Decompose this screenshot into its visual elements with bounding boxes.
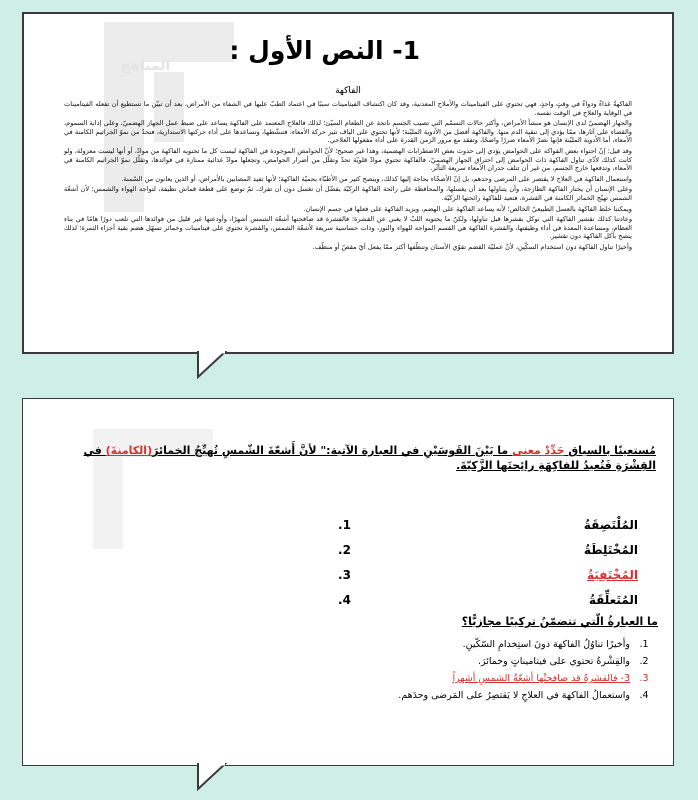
paragraph: ويمكننا خلط الفاكهة بالعسل الطبيعيّ الخالص؛ لأنه يساعد الفاكهة على الهضم، ويزيد الفاكهة على فعلها في جسم الإنسان. [303,204,632,213]
item-number: 1. [639,639,649,650]
question2-item-4[interactable] [238,687,658,704]
question1-before: مُستعينًا بالسياق [564,444,656,457]
option-number: 1. [338,517,351,532]
option-4[interactable] [338,587,638,612]
paragraph: والجهاز الهضميّ لدى الإنسان هو منشأ الأمراض، وأكثر حالات التسمّم التي تصيب الجسم ناتجة عن الطعام السيّئ؛ لذلك فالعلاج المعتمد على الفاكهة يساعد على ضبط عمل الجهاز الهضميّ، وعلى إذابة السموم، والقضاء على آثارها، ممّا يؤدي إلى تنقية الدم منها. والفاكهة أفضل من الأدوية المليّنة؛ لأنها تحتوي على الياف تثير حركة الأمعاء، فتنشّطها، وتساعدها على أداء حركتها الاستدارية، فتحدّ من نموّ الجراثيم الكامنة في الأمعاء، أما الأدوية المليّنة فإنها تضرّ الأمعاء ضررًا واضحًا، وتفقد مع مرور الزمن القدرة على أداء مفعولها العلاجي. [64,119,632,145]
option-text: المُخْتَلِطَةُ [583,542,638,557]
question2-item-1[interactable] [238,636,658,653]
question1-instruction: حَدِّدْ معنى [512,444,565,457]
item-number: 3. [639,673,649,684]
speech-bubble-tail [196,351,236,379]
paragraph: واستعمال الفاكهة في العلاج لا يقتصر على المرضى وحدهم، بل إنّ الأصحّاء بحاجة إليها كذلك، وينصح كثير من الأطبّاء بحميّة الفاكهة؛ لأنها تفيد المصابين بالأمراض، أو الذين يعانون من السّمنة. [121,174,632,183]
item-text: واستعمالُ الفاكهة في العلاجِ لا يَقتصِرُ على المَرضى وحدَهم. [398,690,630,701]
paragraph: الفاكهةُ غذاءٌ ودواءٌ في وقتٍ واحدٍ، فهي تحتوي على الفيتامينات والأملاح المعدنية، وقد كان اكتشاف الفيتامينات سببًا في اعتماد الطبّ عليها في الشفاء من الأمراض، بعد أن تبيّن ما تستطيع أن تفعله الفيتامينات في الوقاية والعلاج في الوقت نفسه. [64,100,632,117]
paragraph: وقد قيل: إنّ احتواء بعض الفواكه على الحوامض يؤدي إلى حدوث بعض الاضطرابات الهضمية، وهذا غير صحيح؛ لأنّ الحوامض الموجودة في الفاكهة ليست كل ما تحتويه الفاكهة من موادّ، أو أنها ليست معزولة، ولو كانت كذلك لأدّى تناول الفاكهة ذات الحوامض إلى احتراق الجهاز الهضميّ، فالفاكهة تحتوي موادّ قلويّة تحدّ وتقلّل من أضرار الحوامض، وتجعلها موادّ غذائية ممتازة في فوائدها، وتقلّل نموّ الجراثيم الكامنة في الأمعاء، وتدفعها خارج الجسم، من غير أن تتلف جدران الأمعاء سريعة التأثّر. [64,146,632,173]
paragraph: وأخيرًا تناول الفاكهة دون استخدام السكّين، لأنّ عمليّة القضم تقوّي الأسنان وتنظّفها أكثر ممّا يفعل أيّ مقصّ أو منظّف. [312,242,632,251]
question1-stem [40,443,656,473]
text-subtitle: الفاكهة [335,86,361,96]
option-text: المُتَعلِّقَةُ [588,592,638,607]
option-1[interactable] [338,512,638,537]
question2-title: ما العبارةُ الّتي تتضمّنُ تركيبًا مجازيًّا؟ [461,615,658,628]
item-text: والقِشْرةُ تحتوي على فيتاميناتٍ وخمائرَ. [478,656,630,667]
paragraph: وعادتنا كذلك تقشير الفاكهة التي نوكل بقشرها قبل تناولها، ولكنّ ما يحتويه اللبّ لا يغني عن القشرة؛ فالقشرة قد صافحتها أشعّة الشمس أشهرًا، وأودعتها غير قليل من فوائدها التي تلعب دورًا هامًا في بناء العظام، ومساعدة المعدة في أداء وظيفتها، والقشرة الفاكهة هي القسم المواجه للهواء والنور، وذات حساسية سريعة لأشعّة الشمس، والقشرة تحتوي على فيتامينات وخمائر تسهّل هضم بقية أجزاء الثمرة؛ لذلك ينصح بأكل الفاكهة دون تقشير. [64,215,632,241]
option-text: المُلْتَصِقَةُ [583,517,638,532]
option-number: 3. [338,567,351,582]
item-text: 3- فالقشرةُ قد صافحتْها أشعّةُ الشمسِ أشهراً [452,673,630,684]
option-number: 2. [338,542,351,557]
question1-options [338,512,638,612]
item-number: 4. [639,690,649,701]
item-text: وأخيرًا تناوُلُ الفاكهة دونَ استِخدامِ السّكّينِ. [462,639,630,650]
speech-bubble-tail [196,763,236,791]
question2-options [238,636,658,704]
question2-item-3-correct[interactable] [238,670,658,687]
paragraph: وعلى الإنسان أن يختار الفاكهة الطازجة، وأن يتناولها بعد أن يغسلها، والمحافظة على رائحة الفاكهة الزكيّة يفضّل أن تغسل دون أن تفرك، ثمّ توضع على قطعة قماش نظيفة، لتواجه الهواء والشمس؛ لأن أشعّة الشمس تهيّج الخمائر الكامنة في القشرة، فتعيد للفاكهة رائحتها الزكيّة. [64,185,632,202]
item-number: 2. [639,656,649,667]
option-number: 4. [338,592,351,607]
text-body [64,100,632,254]
text-card [22,12,674,354]
question2-item-2[interactable] [238,653,658,670]
option-2[interactable] [338,537,638,562]
option-text: المُخْتَفِيَةُ [586,567,638,582]
question1-target-word: (الكامنةَ) [105,444,153,457]
option-3-correct[interactable] [338,562,638,587]
page-title: 1- النص الأول : [229,36,420,65]
question1-middle: ما بَيْنَ القَوسَيْنِ في العبارة الآتية:" لأنَّ أَشعّةَ الشّمسِ تُهيِّجُ الخمائرَ [152,444,513,457]
watermark-text: المناهج [120,58,171,74]
question1-after: في القِشْرَةِ فَتُعيدُ للفاكِهَةِ رائِحتَها الزَّكيّةَ. [83,444,656,472]
